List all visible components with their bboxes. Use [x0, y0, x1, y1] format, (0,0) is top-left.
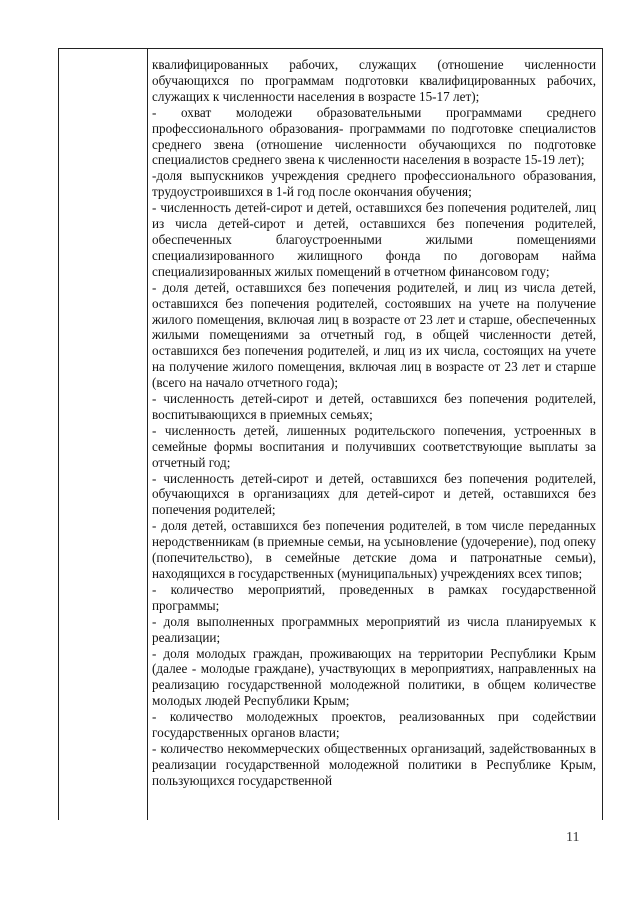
indicator-paragraph: - доля выполненных программных мероприятий из числа планируемых к реализации; [152, 613, 596, 645]
indicator-paragraph: квалифицированных рабочих, служащих (отношение численности обучающихся по программам подготовки квалифицированных рабочих, служащих к численности населения в возрасте 15-17 лет); [152, 57, 596, 104]
page-number: 11 [566, 830, 580, 845]
document-table [58, 48, 603, 820]
indicator-paragraph: - численность детей, лишенных родительского попечения, устроенных в семейные формы воспитания и получивших соответствующие выплаты за отчетный год; [152, 422, 596, 470]
indicator-paragraph: - количество некоммерческих общественных организаций, задействованных в реализации государственной молодежной политики в Республике Крым, пользующихся государственной [152, 740, 596, 788]
indicator-paragraph: - численность детей-сирот и детей, оставшихся без попечения родителей, воспитывающихся в приемных семьях; [152, 391, 596, 422]
indicator-paragraph: - охват молодежи образовательными программами среднего профессионального образования- программами по подготовке специалистов среднего звена (отношение численности обучающихся по подготовке специалистов среднего звена к численности населения в возрасте 15-19 лет); [152, 104, 596, 168]
indicator-paragraph: - численность детей-сирот и детей, оставшихся без попечения родителей, обучающихся в организациях для детей-сирот и детей, оставшихся без попечения родителей; [152, 470, 596, 518]
indicator-paragraph: - доля детей, оставшихся без попечения родителей, и лиц из числа детей, оставшихся без попечения родителей, состоявших на учете на получение жилого помещения, включая лиц в возрасте от 23 лет и старше, обеспеченных жилыми помещениями за отчетный год, в общей численности детей, оставшихся без попечения родителей, и лиц из их числа, состоящих на учете на получение жилого помещения, включая лиц в возрасте от 23 лет и старше (всего на начало отчетного года); [152, 279, 596, 391]
indicator-paragraph: - доля детей, оставшихся без попечения родителей, в том числе переданных неродственникам (в приемные семьи, на усыновление (удочерение), под опеку (попечительство), в семейные детские дома и патронатные семьи), находящихся в государственных (муниципальных) учреждениях всех типов; [152, 518, 596, 581]
indicator-paragraph: - численность детей-сирот и детей, оставшихся без попечения родителей, лиц из числа детей-сирот и детей, оставшихся без попечения родителей, обеспеченных благоустроенными жилыми помещениями специализированного жилищного фонда по договорам найма специализированных жилых помещений в отчетном финансовом году; [152, 200, 596, 279]
indicator-paragraph: -доля выпускников учреждения среднего профессионального образования, трудоустроившихся в 1-й год после окончания обучения; [152, 168, 596, 200]
table-right-column [148, 49, 602, 820]
table-left-column [59, 49, 148, 820]
indicator-paragraph: - количество молодежных проектов, реализованных при содействии государственных органов власти; [152, 709, 596, 741]
indicator-paragraph: - количество мероприятий, проведенных в рамках государственной программы; [152, 581, 596, 613]
indicator-list [152, 57, 596, 789]
indicator-paragraph: - доля молодых граждан, проживающих на территории Республики Крым (далее - молодые граждане), участвующих в мероприятиях, направленных на реализацию государственной молодежной политики, в общем количестве молодых людей Республики Крым; [152, 645, 596, 709]
